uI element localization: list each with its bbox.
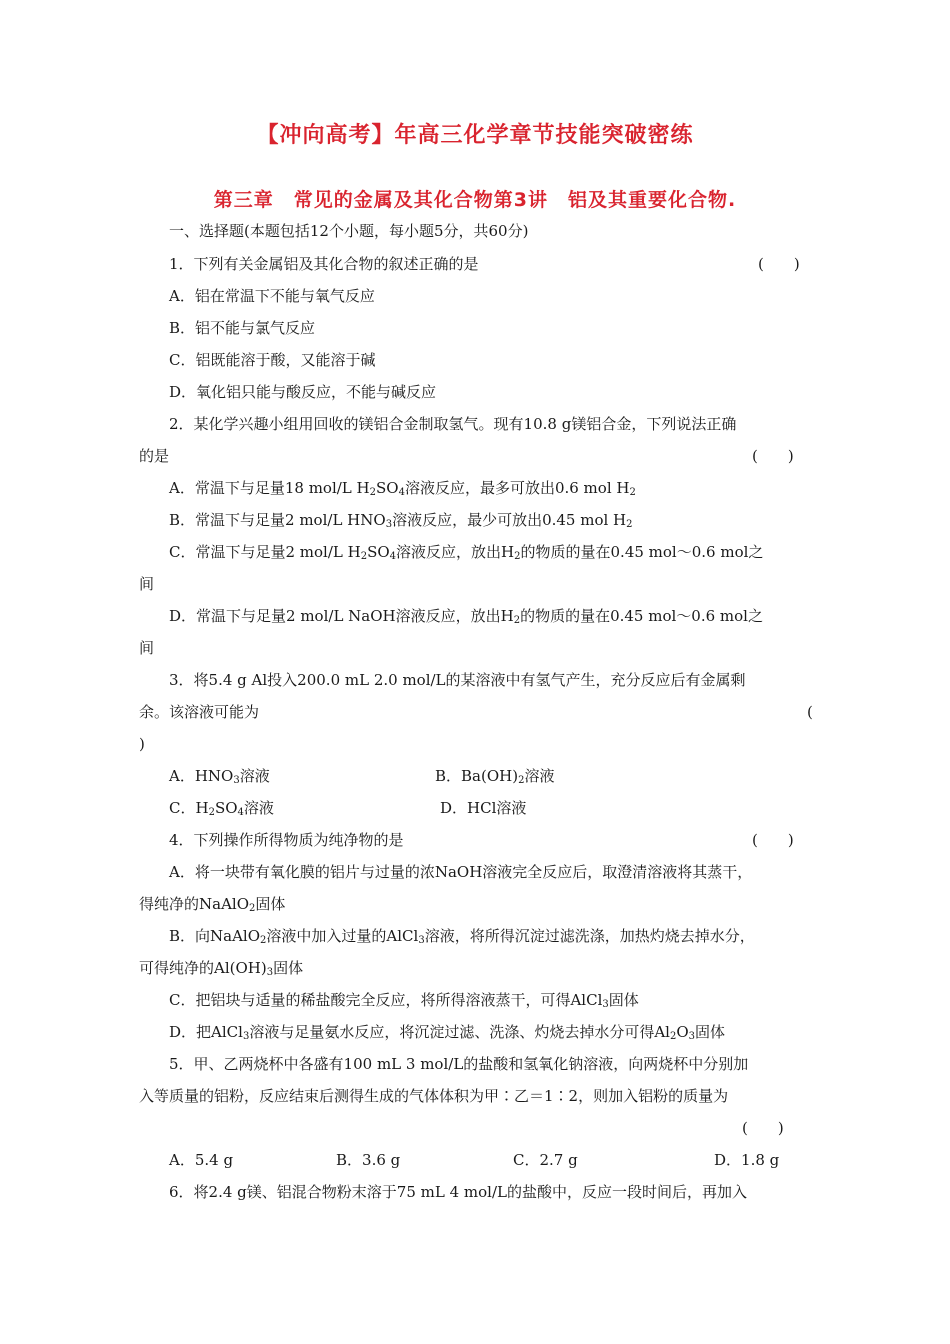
q5-option-a: A．5.4 g bbox=[169, 1151, 234, 1169]
q3-stem-cont: 余。该溶液可能为 bbox=[139, 703, 260, 721]
q3-option-a bbox=[169, 766, 270, 786]
q4-b-text: 可得纯净的Al(OH) bbox=[139, 959, 267, 977]
subscript: 2 bbox=[260, 935, 267, 946]
q3-c-text: C．H bbox=[169, 799, 209, 817]
q5-option-c: C．2.7 g bbox=[513, 1151, 578, 1169]
q4-option-a-cont bbox=[139, 894, 285, 914]
q2-answer-blank: ( ) bbox=[752, 447, 794, 465]
q4-b-text: 固体 bbox=[273, 959, 304, 977]
subscript: 3 bbox=[242, 1031, 250, 1042]
section-heading: 一、选择题(本题包括12个小题，每小题5分，共60分) bbox=[169, 222, 529, 240]
q3-option-c bbox=[169, 798, 274, 818]
subscript: 3 bbox=[233, 775, 240, 786]
q2-c-text: C．常温下与足量2 mol/L H bbox=[169, 543, 361, 561]
q1-stem: 1．下列有关金属铝及其化合物的叙述正确的是 bbox=[169, 255, 479, 273]
q3-b-text: B．Ba(OH) bbox=[435, 767, 519, 785]
q4-option-b bbox=[169, 926, 755, 946]
q3-a-text: A．HNO bbox=[169, 767, 234, 785]
q2-option-d bbox=[169, 606, 763, 626]
q1-option-d: D．氧化铝只能与酸反应，不能与碱反应 bbox=[169, 383, 437, 401]
q2-stem-cont: 的是 bbox=[139, 447, 170, 465]
q6-stem: 6．将2.4 g镁、铝混合物粉末溶于75 mL 4 mol/L的盐酸中，反应一段时间后，再加入 bbox=[169, 1183, 747, 1201]
q2-c-text: 溶液反应，放出H bbox=[396, 543, 515, 561]
q1-option-a: A．铝在常温下不能与氧气反应 bbox=[169, 287, 375, 305]
q1-answer-blank: ( ) bbox=[758, 255, 800, 273]
q3-answer-blank-close: ) bbox=[139, 735, 145, 753]
q2-c-text: 的物质的量在0.45 mol～0.6 mol之 bbox=[520, 543, 764, 561]
q2-option-b bbox=[169, 510, 633, 530]
q5-stem-cont: 入等质量的铝粉，反应结束后测得生成的气体体积为甲∶乙＝1∶2，则加入铝粉的质量为 bbox=[139, 1087, 729, 1105]
q4-b-text: 溶液中加入过量的AlCl bbox=[266, 927, 419, 945]
chapter-subtitle: 第三章 常见的金属及其化合物第3讲 铝及其重要化合物. bbox=[213, 189, 737, 211]
subscript: 3 bbox=[688, 1031, 696, 1042]
q1-option-c: C．铝既能溶于酸，又能溶于碱 bbox=[169, 351, 376, 369]
q2-b-text: 溶液反应，最少可放出0.45 mol H bbox=[392, 511, 627, 529]
q2-option-d-cont: 间 bbox=[139, 639, 155, 657]
q4-d-text: 溶液与足量氨水反应，将沉淀过滤、洗涤、灼烧去掉水分可得Al bbox=[249, 1023, 670, 1041]
q4-d-text: D．把AlCl bbox=[169, 1023, 243, 1041]
q5-answer-blank: ( ) bbox=[742, 1119, 784, 1137]
q4-c-text: 固体 bbox=[608, 991, 639, 1009]
q4-b-text: B．向NaAlO bbox=[169, 927, 261, 945]
q2-a-text: 溶液反应，最多可放出0.6 mol H bbox=[404, 479, 630, 497]
q3-a-text: 溶液 bbox=[239, 767, 270, 785]
q4-option-a: A．将一块带有氧化膜的铝片与过量的浓NaOH溶液完全反应后，取澄清溶液将其蒸干， bbox=[169, 863, 753, 881]
q5-stem: 5．甲、乙两烧杯中各盛有100 mL 3 mol/L的盐酸和氢氧化钠溶液，向两烧杯中分别加 bbox=[169, 1055, 749, 1073]
document-title: 【冲向高考】年高三化学章节技能突破密练 bbox=[256, 123, 694, 148]
subscript: 4 bbox=[237, 807, 244, 818]
q2-c-text: SO bbox=[367, 543, 390, 561]
subscript: 2 bbox=[513, 615, 521, 626]
q4-b-text: 溶液，将所得沉淀过滤洗涤，加热灼烧去掉水分， bbox=[424, 927, 755, 945]
subscript: 2 bbox=[629, 487, 636, 498]
q3-option-d: D．HCl溶液 bbox=[440, 799, 527, 817]
subscript: 3 bbox=[266, 967, 274, 978]
q2-a-text: SO bbox=[375, 479, 399, 497]
q4-d-text: 固体 bbox=[695, 1023, 726, 1041]
subscript: 4 bbox=[398, 487, 405, 498]
q4-option-d bbox=[169, 1022, 725, 1042]
q4-a-text: 得纯净的NaAlO bbox=[139, 895, 249, 913]
q3-c-text: 溶液 bbox=[243, 799, 274, 817]
q4-c-text: C．把铝块与适量的稀盐酸完全反应，将所得溶液蒸干，可得AlCl bbox=[169, 991, 603, 1009]
q3-option-b bbox=[435, 766, 554, 786]
q2-option-c-cont: 间 bbox=[139, 575, 155, 593]
q1-option-b: B．铝不能与氯气反应 bbox=[169, 319, 316, 337]
q4-d-text: O bbox=[676, 1023, 689, 1041]
q3-b-text: 溶液 bbox=[524, 767, 555, 785]
q4-a-text: 固体 bbox=[255, 895, 286, 913]
q4-option-b-cont bbox=[139, 958, 303, 978]
q3-answer-blank-open: ( bbox=[807, 703, 813, 721]
subscript: 2 bbox=[626, 519, 633, 530]
q2-stem: 2．某化学兴趣小组用回收的镁铝合金制取氢气。现有10.8 g镁铝合金，下列说法正确 bbox=[169, 415, 737, 433]
subscript: 2 bbox=[360, 551, 368, 562]
q4-option-c bbox=[169, 990, 639, 1010]
q4-stem: 4．下列操作所得物质为纯净物的是 bbox=[169, 831, 404, 849]
subscript: 3 bbox=[418, 935, 425, 946]
q2-a-text: A．常温下与足量18 mol/L H bbox=[169, 479, 370, 497]
subscript: 2 bbox=[369, 487, 376, 498]
subscript: 2 bbox=[208, 807, 215, 818]
q2-d-text: 的物质的量在0.45 mol～0.6 mol之 bbox=[520, 607, 763, 625]
q5-option-b: B．3.6 g bbox=[336, 1151, 401, 1169]
subscript: 3 bbox=[385, 519, 393, 530]
q2-option-c bbox=[169, 542, 763, 562]
q2-d-text: D．常温下与足量2 mol/L NaOH溶液反应，放出H bbox=[169, 607, 514, 625]
subscript: 2 bbox=[249, 903, 256, 914]
q5-option-d: D．1.8 g bbox=[714, 1151, 780, 1169]
subscript: 2 bbox=[669, 1031, 677, 1042]
q2-b-text: B．常温下与足量2 mol/L HNO bbox=[169, 511, 386, 529]
subscript: 2 bbox=[514, 551, 521, 562]
q2-option-a bbox=[169, 478, 636, 498]
q4-answer-blank: ( ) bbox=[752, 831, 794, 849]
q3-c-text: SO bbox=[214, 799, 238, 817]
q3-stem: 3．将5.4 g Al投入200.0 mL 2.0 mol/L的某溶液中有氢气产生，充分反应后有金属剩 bbox=[169, 671, 746, 689]
subscript: 4 bbox=[389, 551, 397, 562]
subscript: 3 bbox=[602, 999, 609, 1010]
subscript: 2 bbox=[518, 775, 525, 786]
